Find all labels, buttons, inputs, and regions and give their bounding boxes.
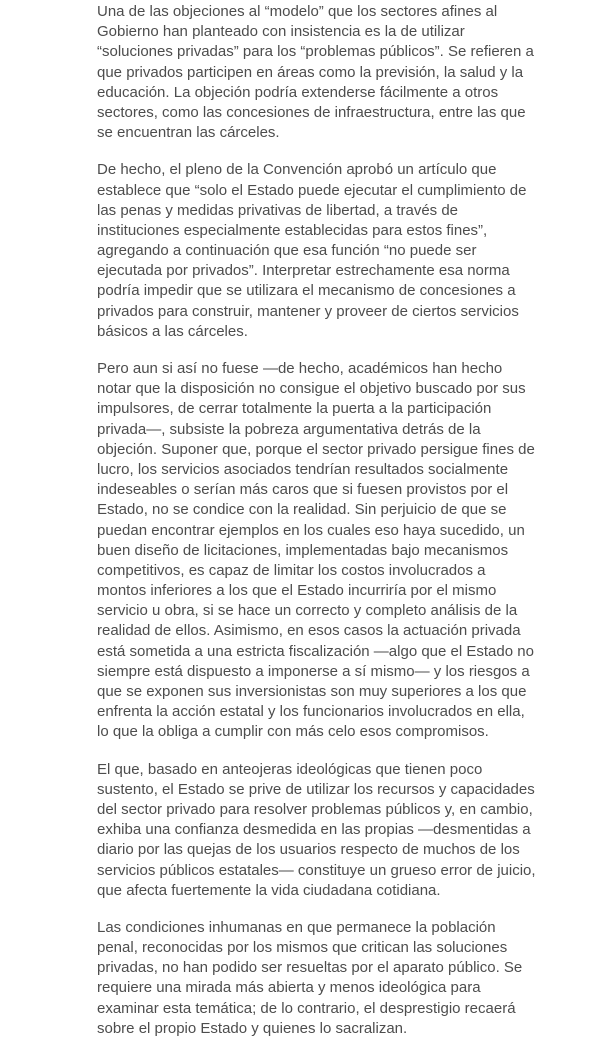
text-line: que afecta fuertemente la vida ciudadana cotidiana. bbox=[97, 881, 441, 899]
text-line: establece que “solo el Estado puede ejecutar el cumplimiento de bbox=[97, 181, 527, 199]
text-line: puedan encontrar ejemplos en los cuales eso haya sucedido, un bbox=[97, 521, 525, 539]
text-line: impulsores, de cerrar totalmente la puerta a la participación bbox=[97, 400, 492, 418]
text-line: sobre el propio Estado y quienes lo sacralizan. bbox=[97, 1019, 408, 1037]
text-line: se encuentran las cárceles. bbox=[97, 124, 280, 142]
text-line: buen diseño de licitaciones, implementadas bajo mecanismos bbox=[97, 541, 509, 559]
text-line: indeseables o serían más caros que si fuesen provistos por el bbox=[97, 481, 509, 499]
paragraph bbox=[97, 160, 567, 342]
text-line: servicios públicos estatales— constituye un grueso error de juicio, bbox=[97, 861, 536, 879]
text-line: que se exponen sus inversionistas son muy superiores a los que bbox=[97, 683, 527, 700]
text-line: instituciones especialmente establecidas para estos fines”, bbox=[97, 221, 488, 239]
text-line: privados para construir, mantener y proveer de ciertos servicios bbox=[97, 302, 519, 320]
text-line: “soluciones privadas” para los “problemas públicos”. Se refieren a bbox=[97, 43, 534, 61]
text-line: objeción. Suponer que, porque el sector privado persigue fines de bbox=[97, 440, 535, 458]
text-line: Gobierno han planteado con insistencia es la de utilizar bbox=[97, 23, 465, 41]
text-line: servicio u obra, si se hace un correcto y completo análisis de la bbox=[97, 602, 518, 620]
text-line: sectores, como las concesiones de infraestructura, entre las que bbox=[97, 103, 526, 121]
text-line: las penas y medidas privativas de libertad, a través de bbox=[97, 201, 459, 219]
text-line: del sector privado para resolver problemas públicos y, en cambio, bbox=[97, 800, 533, 818]
text-line: lo que la obliga a cumplir con más celo esos compromisos. bbox=[97, 723, 489, 741]
paragraph bbox=[97, 2, 567, 143]
text-line: privada—, subsiste la pobreza argumentativa detrás de la bbox=[97, 420, 481, 438]
text-line: siempre está dispuesto a imponerse a sí mismo— y los riesgos a bbox=[97, 662, 530, 680]
paragraph bbox=[97, 918, 567, 1039]
text-line: sustento, el Estado se prive de utilizar los recursos y capacidades bbox=[97, 780, 535, 798]
text-line: De hecho, el pleno de la Convención aprobó un artículo que bbox=[97, 161, 497, 179]
text-line: exhiba una confianza desmedida en las propias —desmentidas a bbox=[97, 821, 531, 839]
text-line: diario por las quejas de los usuarios respecto de muchos de los bbox=[97, 841, 520, 859]
text-line: ejecutada por privados”. Interpretar estrechamente esa norma bbox=[97, 262, 510, 280]
text-line: realidad de ellos. Asimismo, en esos casos la actuación privada bbox=[97, 622, 521, 640]
text-line: privadas, no han podido ser resueltas por el aparato público. Se bbox=[97, 959, 523, 977]
text-line: Las condiciones inhumanas en que permanece la población bbox=[97, 918, 496, 936]
text-line: examinar esta temática; de lo contrario, el desprestigio recaerá bbox=[97, 999, 516, 1017]
article-body bbox=[97, 2, 567, 1039]
text-line: Pero aun si así no fuese —de hecho, académicos han hecho bbox=[97, 360, 503, 377]
text-line: que privados participen en áreas como la previsión, la salud y la bbox=[97, 63, 524, 81]
paragraph bbox=[97, 359, 567, 743]
text-line: El que, basado en anteojeras ideológicas que tienen poco bbox=[97, 760, 483, 778]
text-line: Una de las objeciones al “modelo” que los sectores afines al bbox=[97, 3, 498, 20]
text-line: requiere una mirada más abierta y menos ideológica para bbox=[97, 979, 481, 997]
text-line: está sometida a una estricta fiscalización —algo que el Estado no bbox=[97, 642, 534, 660]
text-line: montos inferiores a los que el Estado incurriría por el mismo bbox=[97, 582, 497, 600]
text-line: competitivos, es capaz de limitar los costos involucrados a bbox=[97, 561, 486, 579]
text-line: lucro, los servicios asociados tendrían resultados socialmente bbox=[97, 460, 509, 478]
text-line: podría impedir que se utilizara el mecanismo de concesiones a bbox=[97, 282, 516, 300]
text-line: penal, reconocidas por los mismos que critican las soluciones bbox=[97, 939, 508, 957]
text-line: básicos a las cárceles. bbox=[97, 322, 248, 340]
text-line: educación. La objeción podría extenderse fácilmente a otros bbox=[97, 83, 499, 101]
text-line: agregando a continuación que esa función “no puede ser bbox=[97, 242, 477, 260]
text-line: Estado, no se condice con la realidad. Sin perjuicio de que se bbox=[97, 501, 507, 519]
paragraph bbox=[97, 760, 567, 901]
text-line: enfrenta la acción estatal y los funcionarios involucrados en ella, bbox=[97, 703, 525, 721]
text-line: notar que la disposición no consigue el objetivo buscado por sus bbox=[97, 380, 526, 398]
